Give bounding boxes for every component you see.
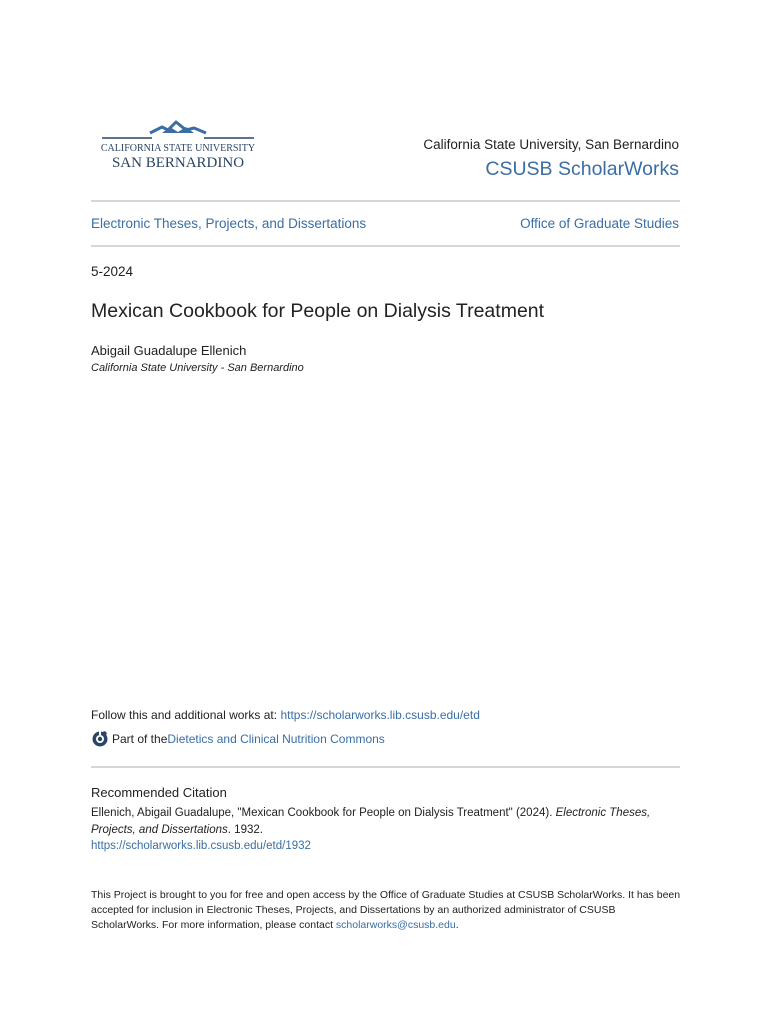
partof-line [91, 730, 385, 748]
publication-date: 5-2024 [91, 264, 134, 279]
institution-name: California State University, San Bernardino [423, 137, 679, 152]
citation-prefix: Ellenich, Abigail Guadalupe, "Mexican Cookbook for People on Dialysis Treatment" (2024). [91, 807, 556, 819]
citation-suffix: . 1932. [227, 823, 263, 836]
partof-prefix: Part of the [112, 732, 168, 746]
repository-link[interactable]: CSUSB ScholarWorks [485, 158, 679, 180]
contact-email-link[interactable]: scholarworks@csusb.edu [335, 919, 456, 931]
citation-url-link[interactable]: https://scholarworks.lib.csusb.edu/etd/1932 [91, 840, 311, 852]
citation-text [91, 805, 681, 855]
paper-title: Mexican Cookbook for People on Dialysis Treatment [91, 300, 545, 322]
author-name: Abigail Guadalupe Ellenich [91, 343, 247, 358]
discipline-link[interactable]: Dietetics and Clinical Nutrition Commons [167, 732, 385, 746]
follow-url-link[interactable]: https://scholarworks.lib.csusb.edu/etd [280, 708, 480, 722]
divider-top [91, 200, 680, 202]
follow-prefix: Follow this and additional works at: [91, 708, 281, 722]
citation-heading: Recommended Citation [91, 785, 227, 800]
author-affiliation: California State University - San Bernardino [91, 362, 304, 374]
citation-series: Electronic Theses, Projects, and Dissertations [91, 807, 651, 836]
university-logo [100, 118, 260, 174]
logo-line2: SAN BERNARDINO [111, 155, 245, 171]
network-commons-icon [91, 730, 109, 748]
logo-line1: CALIFORNIA STATE UNIVERSITY [100, 143, 256, 154]
access-notice [91, 888, 681, 933]
access-notice-end: . [455, 919, 459, 931]
access-notice-text: This Project is brought to you for free and open access by the Office of Graduate Studies at CSUSB ScholarWorks. It has been accepted for inclusion in Electronic Theses, Projects, and Dissertations by an authorized administrator of CSUSB ScholarWorks. For more information, please contact [91, 889, 681, 931]
office-link[interactable]: Office of Graduate Studies [520, 216, 679, 231]
divider-series [91, 245, 680, 247]
collection-link[interactable]: Electronic Theses, Projects, and Dissertations [91, 216, 367, 231]
follow-line [91, 708, 480, 722]
divider-citation [91, 766, 680, 768]
